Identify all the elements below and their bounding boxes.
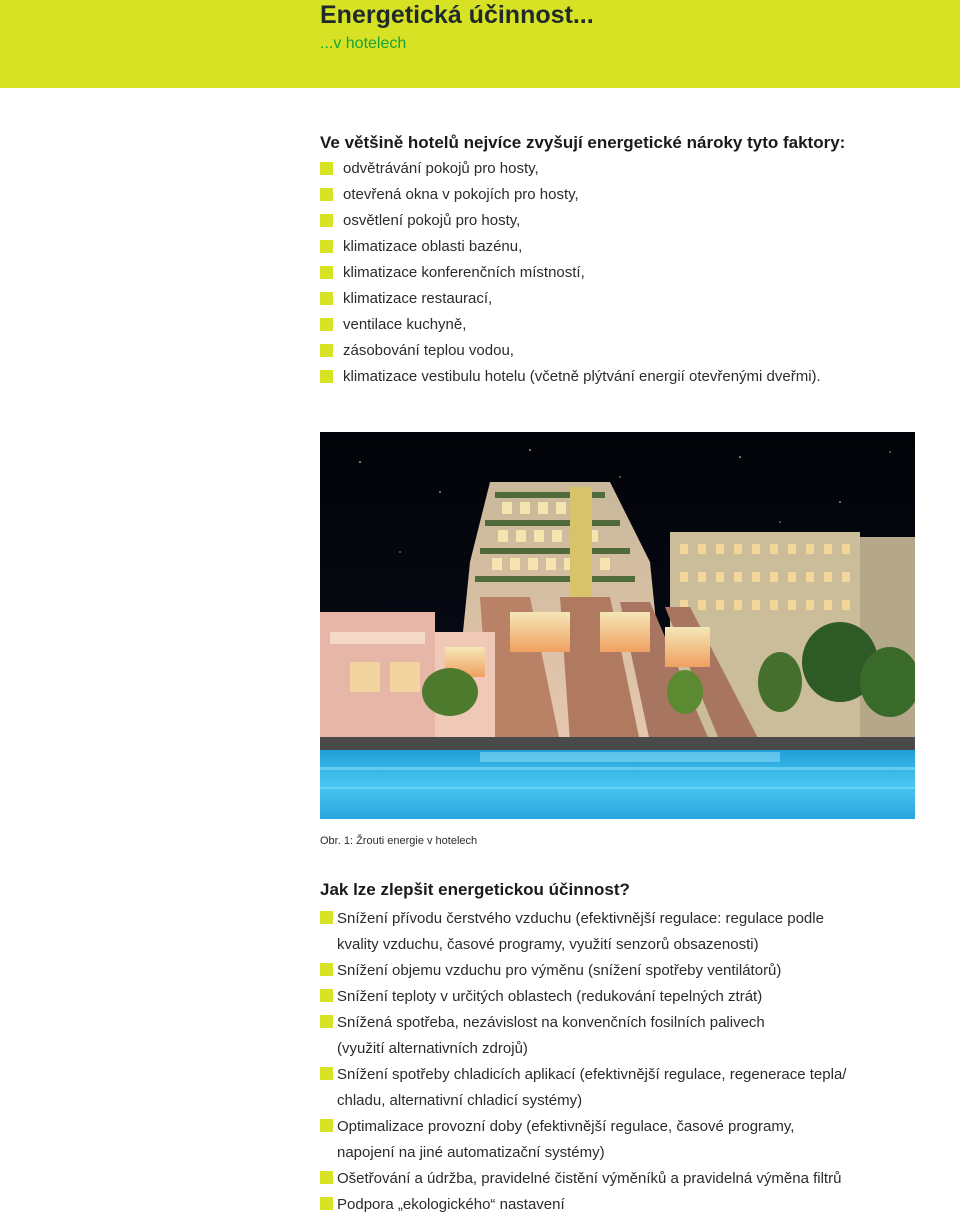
hotel-night-pool-photo (320, 432, 915, 819)
square-bullet-icon (320, 162, 333, 175)
list-item-line-1: Snížená spotřeba, nezávislost na konvenčních fosilních palivech (337, 1014, 765, 1031)
list-item-line-2: napojení na jiné automatizační systémy) (337, 1144, 605, 1161)
list-item-line-1: Ošetřování a údržba, pravidelné čistění výměníků a pravidelná výměna filtrů (337, 1170, 842, 1187)
list-item (320, 984, 846, 1010)
list-item (320, 158, 821, 184)
list-item-text: klimatizace vestibulu hotelu (včetně plýtvání energií otevřenými dveřmi). (343, 368, 821, 385)
square-bullet-icon (320, 989, 333, 1002)
list-item-line-1: Snížení přívodu čerstvého vzduchu (efektivnější regulace: regulace podle (337, 910, 824, 927)
list-item-text: otevřená okna v pokojích pro hosty, (343, 186, 579, 203)
square-bullet-icon (320, 188, 333, 201)
square-bullet-icon (320, 370, 333, 383)
list-item (320, 184, 821, 210)
list-item-line-1: Podpora „ekologického“ nastavení (337, 1196, 565, 1213)
list-item-line-2: (využití alternativních zdrojů) (337, 1040, 528, 1057)
improvements-heading: Jak lze zlepšit energetickou účinnost? (320, 880, 630, 899)
square-bullet-icon (320, 1197, 333, 1210)
list-item-line-1: Snížení objemu vzduchu pro výměnu (snížení spotřeby ventilátorů) (337, 962, 782, 979)
list-item-text: odvětrávání pokojů pro hosty, (343, 160, 539, 177)
list-item-line-1: Optimalizace provozní doby (efektivnější regulace, časové programy, (337, 1118, 795, 1135)
list-item (320, 366, 821, 392)
list-item (320, 1010, 846, 1062)
list-item (320, 314, 821, 340)
list-item-text: klimatizace restaurací, (343, 290, 493, 307)
square-bullet-icon (320, 240, 333, 253)
list-item-line-2: kvality vzduchu, časové programy, využití senzorů obsazenosti) (337, 936, 759, 953)
list-item-line-2: chladu, alternativní chladicí systémy) (337, 1092, 583, 1109)
square-bullet-icon (320, 318, 333, 331)
list-item-line-1: Snížení spotřeby chladicích aplikací (efektivnější regulace, regenerace tepla/ (337, 1066, 847, 1083)
square-bullet-icon (320, 1015, 333, 1028)
list-item (320, 288, 821, 314)
list-item-text: zásobování teplou vodou, (343, 342, 514, 359)
page-subtitle: ...v hotelech (320, 35, 407, 52)
square-bullet-icon (320, 214, 333, 227)
header-band (0, 0, 960, 88)
list-item-text: klimatizace konferenčních místností, (343, 264, 585, 281)
list-item (320, 210, 821, 236)
list-item (320, 1114, 846, 1166)
list-item (320, 262, 821, 288)
figure-caption: Obr. 1: Žrouti energie v hotelech (320, 835, 478, 847)
list-item (320, 958, 846, 984)
list-item-text: klimatizace oblasti bazénu, (343, 238, 523, 255)
list-item (320, 1166, 846, 1192)
square-bullet-icon (320, 266, 333, 279)
list-item (320, 1062, 846, 1114)
square-bullet-icon (320, 911, 333, 924)
factors-heading: Ve většině hotelů nejvíce zvyšují energetické nároky tyto faktory: (320, 133, 846, 152)
square-bullet-icon (320, 963, 333, 976)
factors-list (320, 158, 821, 392)
page-title: Energetická účinnost... (320, 1, 594, 29)
list-item (320, 906, 846, 958)
list-item-text: ventilace kuchyně, (343, 316, 467, 333)
square-bullet-icon (320, 292, 333, 305)
list-item (320, 1192, 846, 1218)
improvements-list (320, 906, 846, 1218)
square-bullet-icon (320, 1119, 333, 1132)
list-item (320, 236, 821, 262)
list-item-line-1: Snížení teploty v určitých oblastech (redukování tepelných ztrát) (337, 988, 763, 1005)
list-item-text: osvětlení pokojů pro hosty, (343, 212, 521, 229)
square-bullet-icon (320, 1067, 333, 1080)
list-item (320, 340, 821, 366)
square-bullet-icon (320, 1171, 333, 1184)
square-bullet-icon (320, 344, 333, 357)
hotel-photo (320, 432, 915, 819)
